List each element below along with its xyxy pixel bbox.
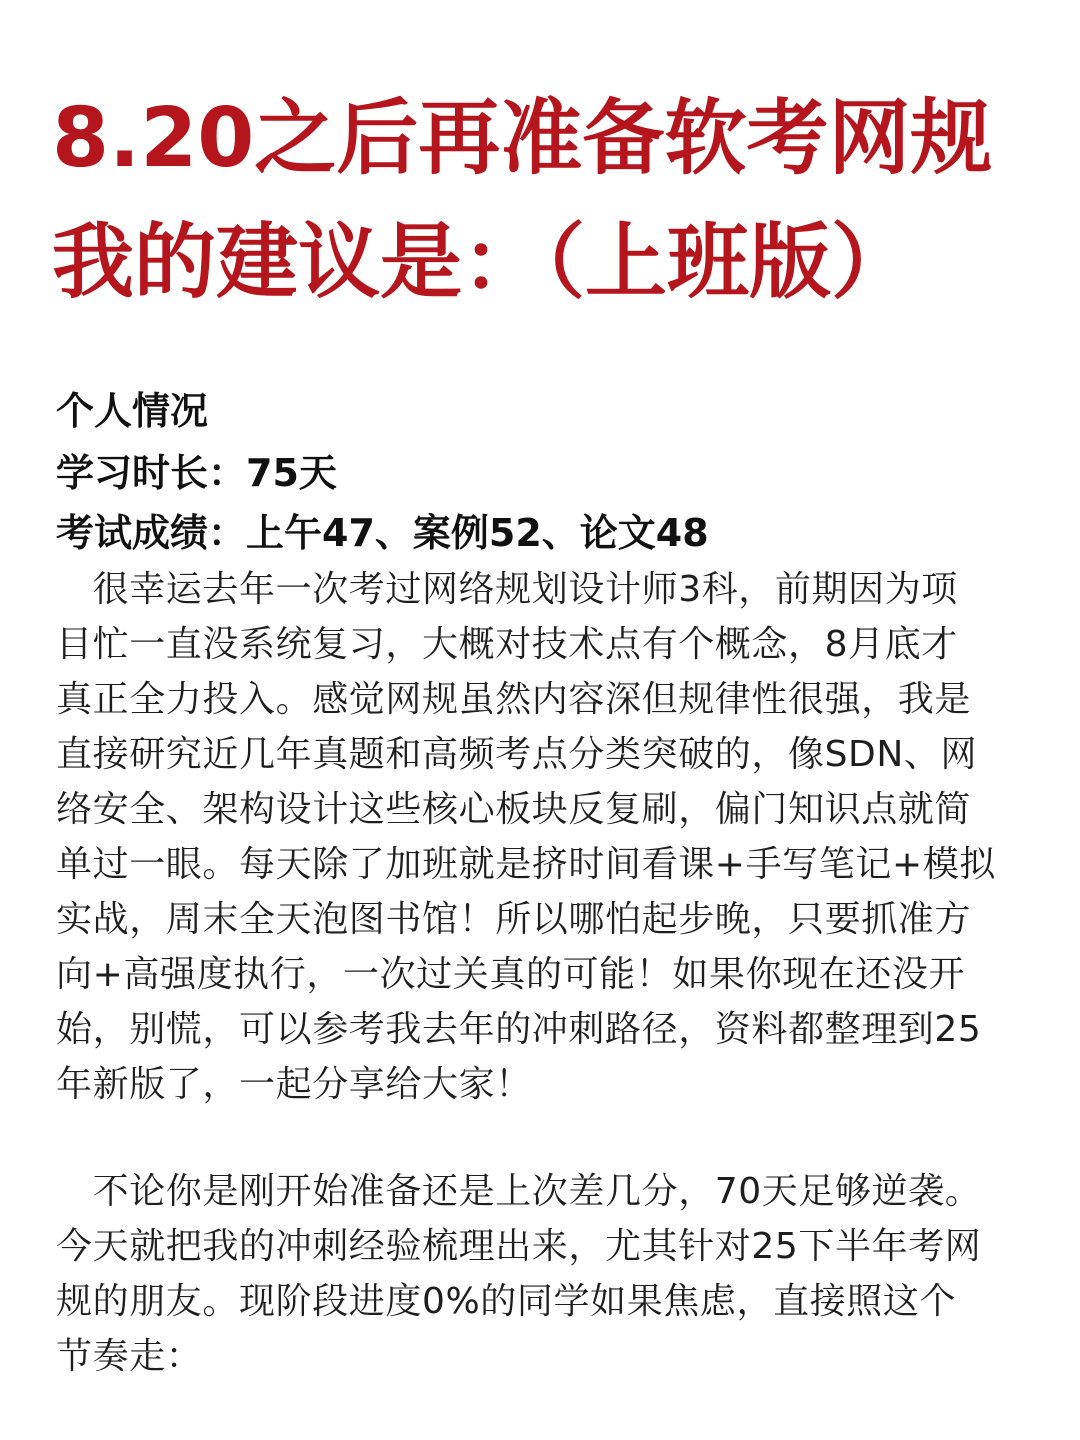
paragraph-line: 今天就把我的冲刺经验梳理出来，尤其针对25下半年考网: [56, 1226, 982, 1267]
paragraph-line: 始，别慌，可以参考我去年的冲刺路径，资料都整理到25: [56, 1009, 982, 1050]
paragraph-line: 真正全力投入。感觉网规虽然内容深但规律性很强，我是: [56, 679, 972, 720]
exam-scores: 考试成绩：上午47、案例52、论文48: [56, 511, 709, 555]
paragraph-line: 直接研究近几年真题和高频考点分类突破的，像SDN、网: [56, 734, 978, 775]
paragraph-line: 向+高强度执行，一次过关真的可能！如果你现在还没开: [56, 954, 966, 995]
paragraph-line: 节奏走：: [56, 1336, 203, 1377]
page-title-line-2: 我的建议是：（上班版）: [52, 215, 914, 310]
paragraph-line: 规的朋友。现阶段进度0%的同学如果焦虑，直接照这个: [56, 1281, 957, 1322]
paragraph-line: 实战，周末全天泡图书馆！所以哪怕起步晚，只要抓准方: [56, 899, 972, 940]
paragraph-line: 目忙一直没系统复习，大概对技术点有个概念，8月底才: [56, 624, 958, 665]
paragraph-line: 很幸运去年一次考过网络规划设计师3科，前期因为项: [56, 569, 958, 610]
paragraph-line: 单过一眼。每天除了加班就是挤时间看课+手写笔记+模拟: [56, 844, 996, 885]
paragraph-line: 不论你是刚开始准备还是上次差几分，70天足够逆袭。: [56, 1171, 982, 1212]
paragraph-line: 络安全、架构设计这些核心板块反复刷，偏门知识点就简: [56, 789, 972, 830]
study-duration: 学习时长：75天: [56, 451, 337, 495]
paragraph-line: 年新版了，一起分享给大家！: [56, 1064, 532, 1105]
section-heading: 个人情况: [56, 389, 209, 433]
page-title-line-1: 8.20之后再准备软考网规: [52, 91, 993, 186]
